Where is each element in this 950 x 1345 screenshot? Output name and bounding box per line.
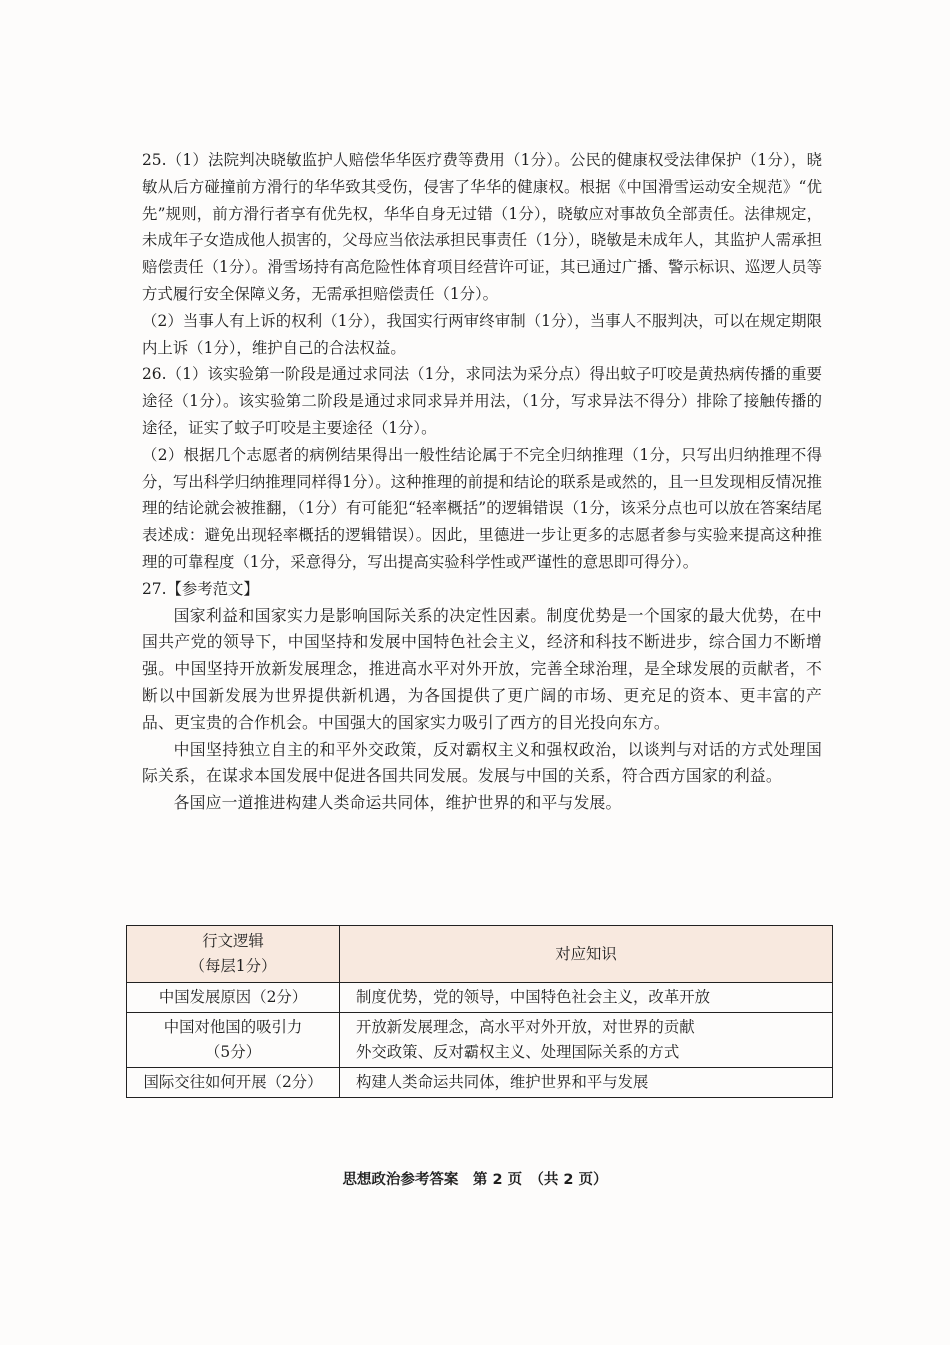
q27-essay-paragraph-3: 各国应一道推进构建人类命运共同体，维护世界的和平与发展。 bbox=[173, 793, 622, 813]
table-row bbox=[127, 1013, 833, 1068]
table-cell-knowledge: 构建人类命运共同体，维护世界和平与发展 bbox=[340, 1068, 833, 1098]
table-cell-item: 国际交往如何开展（2分） bbox=[127, 1068, 340, 1098]
q27-heading: 27.【参考范文】 bbox=[142, 579, 259, 598]
table-cell-item bbox=[127, 1013, 340, 1068]
table-row bbox=[127, 983, 833, 1013]
q27-essay-paragraph-2: 中国坚持独立自主的和平外交政策，反对霸权主义和强权政治，以谈判与对话的方式处理国际关系，在谋求本国发展中促进各国共同发展。发展与中国的关系，符合西方国家的利益。 bbox=[142, 739, 822, 786]
table-cell-knowledge bbox=[340, 1013, 833, 1068]
scoring-table bbox=[126, 925, 833, 1098]
table-cell-item-score: （5分） bbox=[205, 1043, 261, 1061]
q26-part2: （2）根据几个志愿者的病例结果得出一般性结论属于不完全归纳推理（1分，只写出归纳推理不得分，写出科学归纳推理同样得1分）。这种推理的前提和结论的联系是或然的，且一旦发现相反情况推理的结论就会被推翻，（1分）有可能犯“轻率概括”的逻辑错误（1分，该采分点也可以放在答案结尾表述成：避免出现轻率概括的逻辑错误）。因此，里德进一步让更多的志愿者参与实验来提高这种推理的可靠程度（1分，采意得分，写出提高实验科学性或严谨性的意思即可得分）。 bbox=[142, 445, 822, 571]
table-row bbox=[127, 1068, 833, 1098]
table-cell-knowledge: 制度优势，党的领导，中国特色社会主义，改革开放 bbox=[340, 983, 833, 1013]
q26-part1: 26.（1）该实验第一阶段是通过求同法（1分，求同法为采分点）得出蚊子叮咬是黄热病传播的重要途径（1分）。该实验第二阶段是通过求同求异并用法，（1分，写求异法不得分）排除了接触传播的途径，证实了蚊子叮咬是主要途径（1分）。 bbox=[142, 365, 822, 437]
header-knowledge: 对应知识 bbox=[340, 926, 833, 983]
table-cell-knowledge-line: 外交政策、反对霸权主义、处理国际关系的方式 bbox=[356, 1043, 680, 1061]
table-cell-knowledge-line: 开放新发展理念，高水平对外开放，对世界的贡献 bbox=[356, 1018, 695, 1036]
header-logic bbox=[127, 926, 340, 983]
q27-essay-paragraph-1: 国家利益和国家实力是影响国际关系的决定性因素。制度优势是一个国家的最大优势，在中国共产党的领导下，中国坚持和发展中国特色社会主义，经济和科技不断进步，综合国力不断增强。中国坚持开放新发展理念，推进高水平对外开放，完善全球治理，是全球发展的贡献者，不断以中国新发展为世界提供新机遇，为各国提供了更广阔的市场、更充足的资本、更丰富的产品、更宝贵的合作机会。中国强大的国家实力吸引了西方的目光投向东方。 bbox=[142, 605, 822, 732]
page-footer: 思想政治参考答案 第 2 页 （共 2 页） bbox=[342, 1172, 608, 1188]
q25-part2: （2）当事人有上诉的权利（1分），我国实行两审终审制（1分），当事人不服判决，可以在规定期限内上诉（1分），维护自己的合法权益。 bbox=[142, 311, 822, 357]
answer-body bbox=[142, 147, 822, 817]
q25-part1: 25.（1）法院判决晓敏监护人赔偿华华医疗费等费用（1分）。公民的健康权受法律保护（1分），晓敏从后方碰撞前方滑行的华华致其受伤，侵害了华华的健康权。根据《中国滑雪运动安全规范》“优先”规则，前方滑行者享有优先权，华华自身无过错（1分），晓敏应对事故负全部责任。法律规定，未成年子女造成他人损害的，父母应当依法承担民事责任（1分），晓敏是未成年人，其监护人需承担赔偿责任（1分）。滑雪场持有高危险性体育项目经营许可证，其已通过广播、警示标识、巡逻人员等方式履行安全保障义务，无需承担赔偿责任（1分）。 bbox=[142, 151, 822, 303]
header-logic-note: （每层1分） bbox=[189, 957, 277, 975]
table-cell-item-line: 中国对他国的吸引力 bbox=[163, 1018, 303, 1036]
header-logic-title: 行文逻辑 bbox=[202, 932, 264, 950]
table-header-row bbox=[127, 926, 833, 983]
table-cell-item: 中国发展原因（2分） bbox=[127, 983, 340, 1013]
